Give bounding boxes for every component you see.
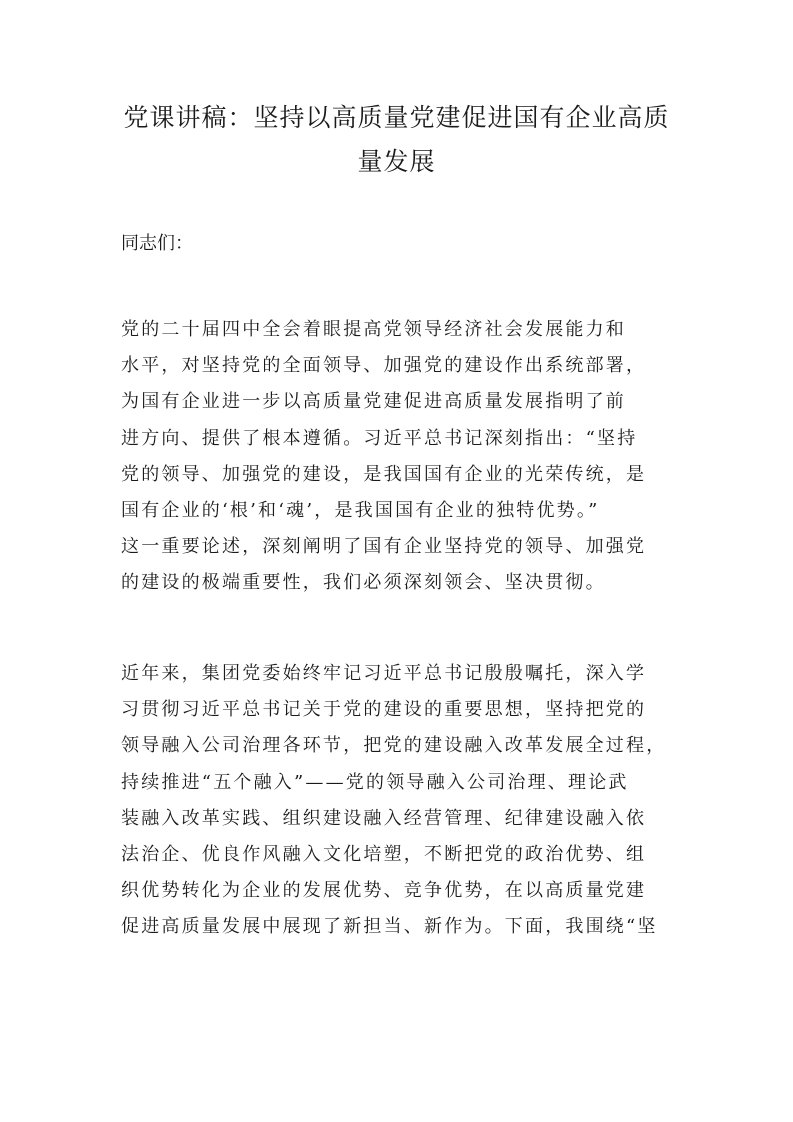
paragraph-1 [121,312,675,602]
text-line: 近年来，集团党委始终牢记习近平总书记殷殷嘱托，深入学 [121,663,647,684]
paragraph-2 [121,656,675,946]
text-line: 党的领导、加强党的建设，是我国国有企业的光荣传统，是 [121,463,647,485]
text-line: 持续推进“五个融入”——党的领导融入公司治理、理论武 [121,771,629,793]
text-line: 装融入改革实践、组织建设融入经营管理、纪律建设融入依 [121,807,647,829]
text-line: 这一重要论述，深刻阐明了国有企业坚持党的领导、加强党 [121,536,647,558]
text-line: 为国有企业进一步以高质量党建促进高质量发展指明了前 [121,391,626,413]
text-line: 法治企、优良作风融入文化培塑，不断把党的政治优势、组 [121,844,647,866]
text-line: 领导融入公司治理各环节，把党的建设融入改革发展全过程， [121,735,667,757]
text-line: 水平，对坚持党的全面领导、加强党的建设作出系统部署， [121,355,647,377]
text-line: 习贯彻习近平总书记关于党的建设的重要思想，坚持把党的 [121,699,647,721]
text-line: 国有企业的‘根’和‘魂’，是我国国有企业的独特优势。” [121,500,600,522]
text-line: 的建设的极端重要性，我们必须深刻领会、坚决贯彻。 [121,572,606,594]
title-line: 量发展 [357,147,436,176]
text-line: 党的二十届四中全会着眼提高党领导经济社会发展能力和 [121,319,626,340]
title-line: 党课讲稿：坚持以高质量党建促进国有企业高质 [123,103,670,132]
text-line: 进方向、提供了根本遵循。习近平总书记深刻指出：“坚持 [121,427,638,449]
text-line: 促进高质量发展中展现了新担当、新作为。下面，我围绕“坚 [121,916,658,938]
page-title [110,96,683,184]
text-line: 织优势转化为企业的发展优势、竞争优势，在以高质量党建 [121,880,647,902]
salutation: 同志们： [121,233,193,254]
